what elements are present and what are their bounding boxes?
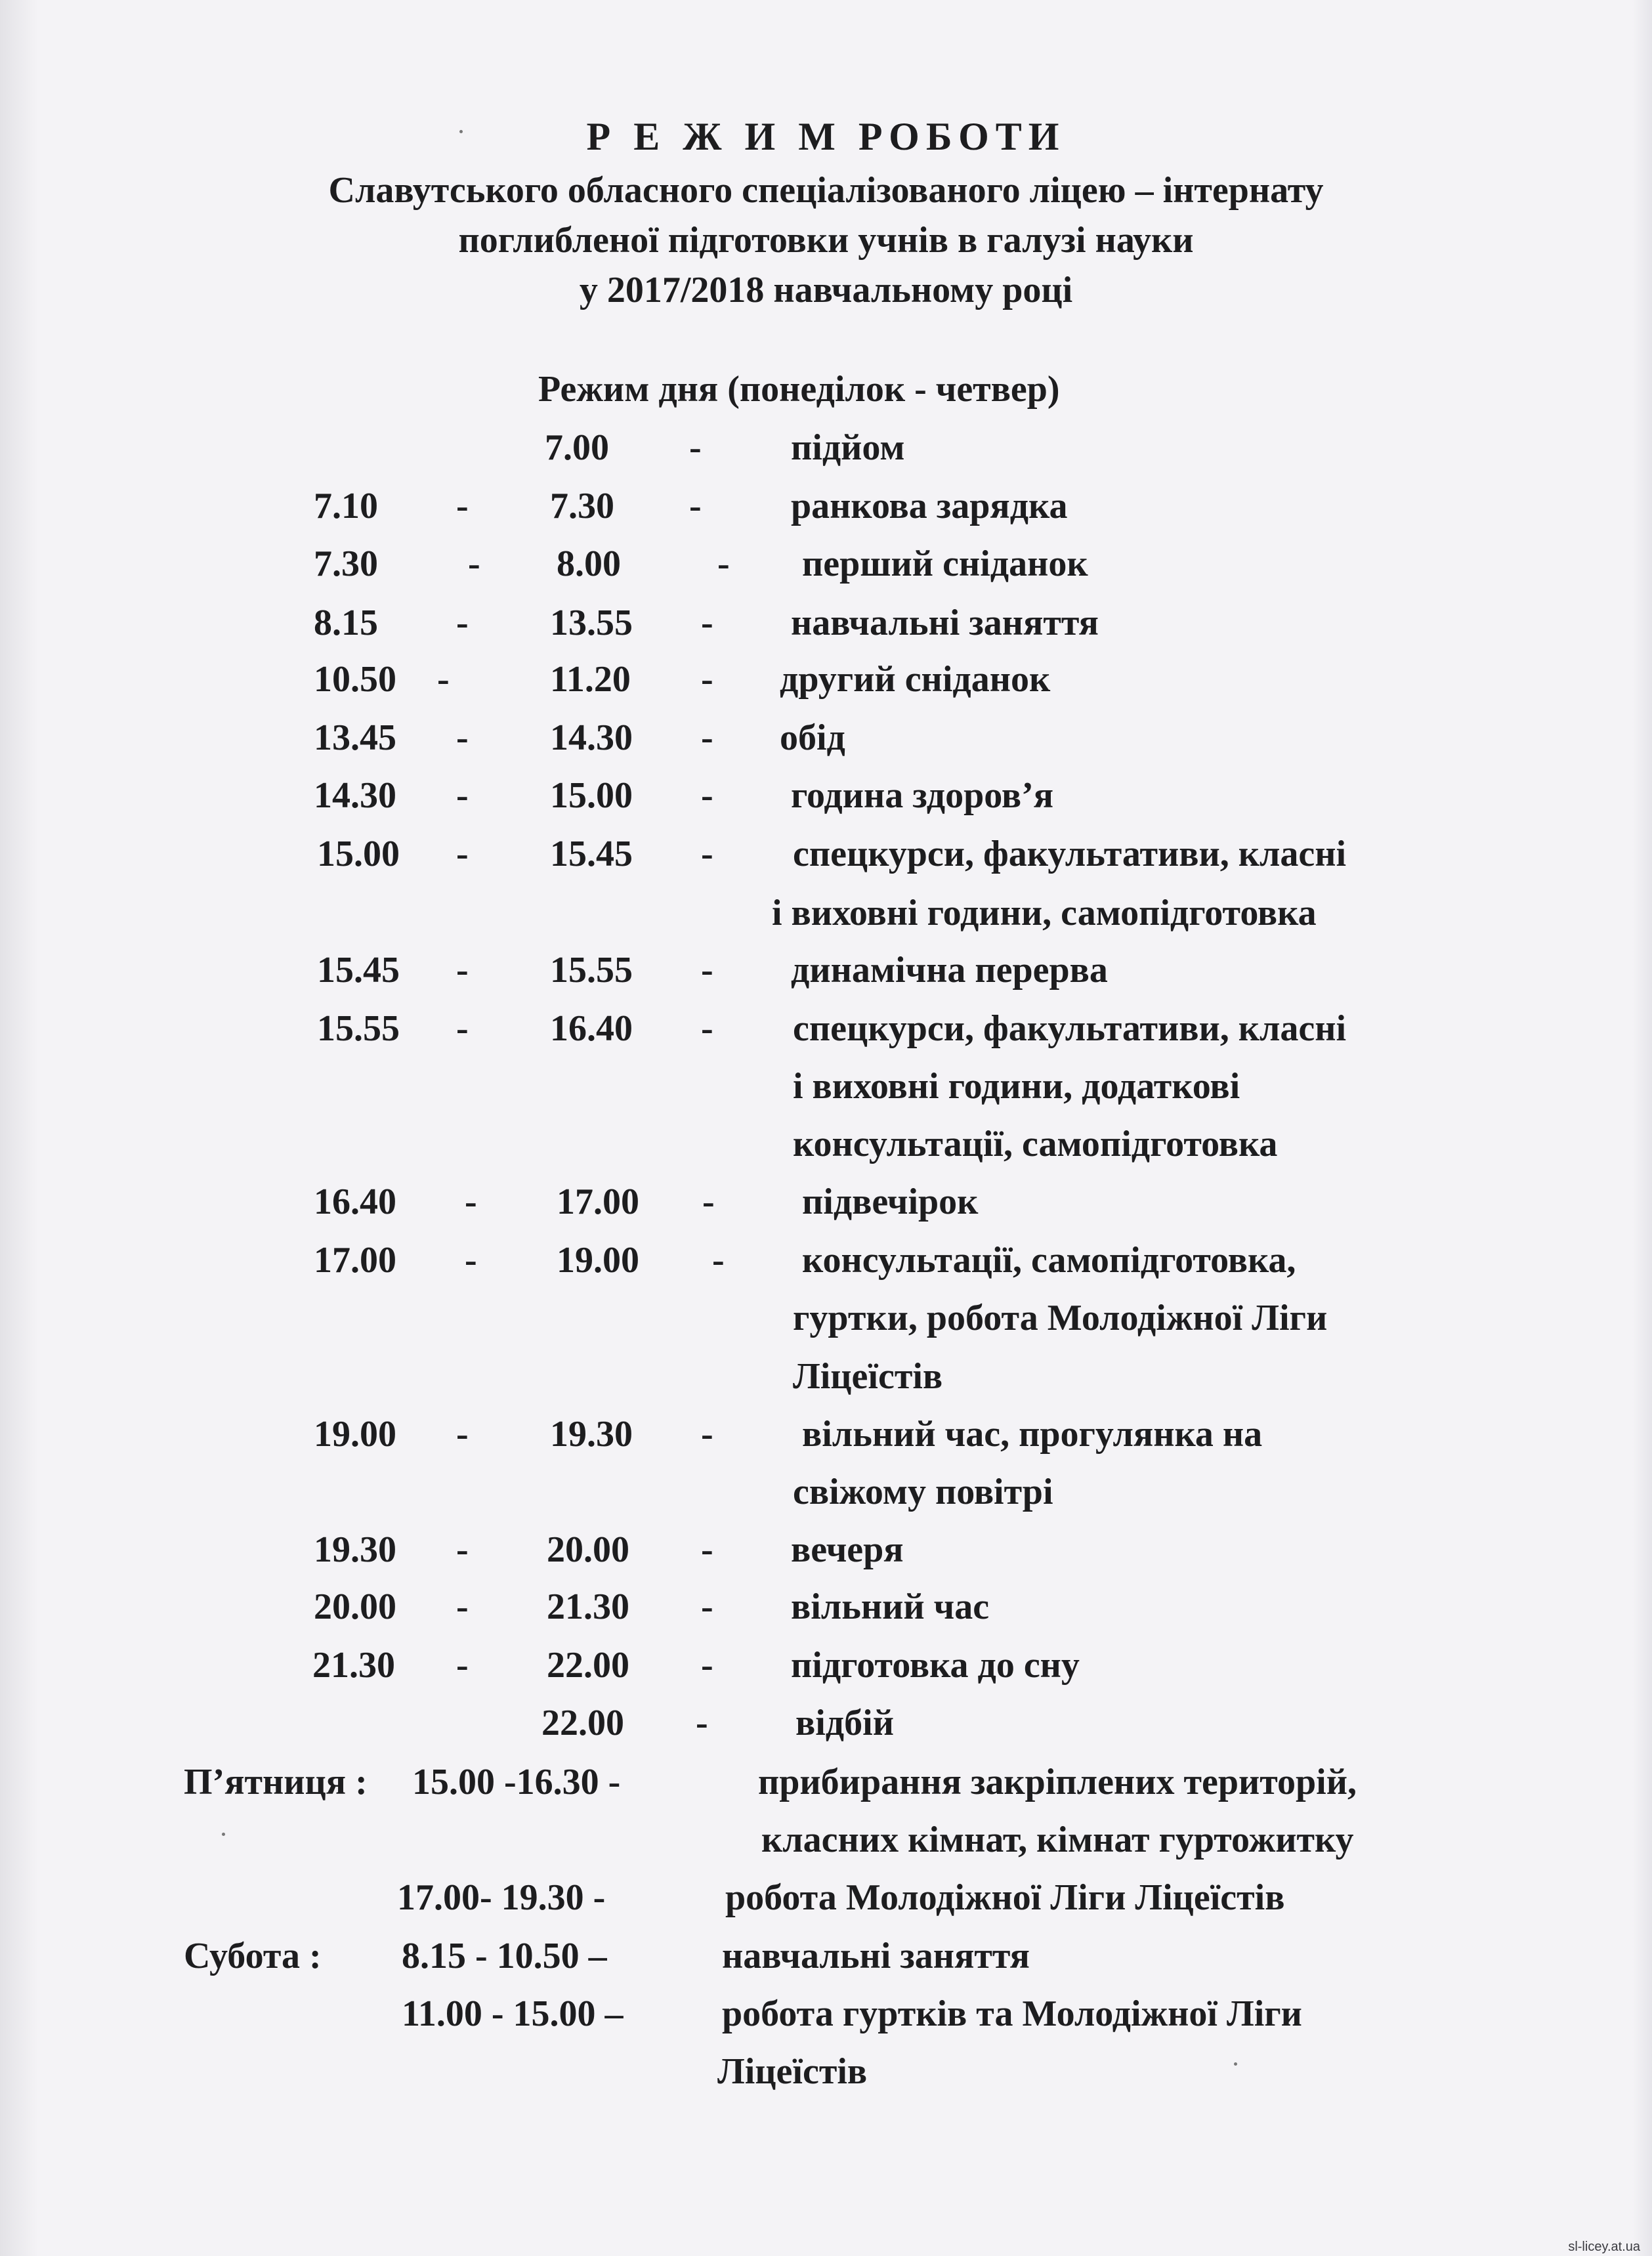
activity-continued: Ліцеїстів <box>793 1356 943 1397</box>
dash: - <box>701 1529 713 1570</box>
start-time: 7.10 <box>314 486 378 526</box>
dash: - <box>456 775 469 816</box>
dash: - <box>437 659 450 700</box>
saturday-activity-1: навчальні заняття <box>722 1936 1030 1976</box>
dash: - <box>701 603 713 643</box>
end-time: 19.00 <box>557 1240 639 1281</box>
dash: - <box>456 1529 469 1570</box>
scan-left-edge <box>0 0 38 2256</box>
end-time: 15.00 <box>550 775 633 816</box>
dash: - <box>701 834 713 874</box>
start-time: 15.45 <box>317 950 400 990</box>
schedule-subtitle: Режим дня (понеділок - четвер) <box>538 369 1060 410</box>
page-title: Р Е Ж И М РОБОТИ <box>586 115 1066 158</box>
dash: - <box>465 1181 477 1222</box>
end-time: 21.30 <box>547 1586 629 1627</box>
academic-year: у 2017/2018 навчальному році <box>579 270 1073 310</box>
scan-right-edge <box>1632 0 1652 2256</box>
friday-activity-1: прибирання закріплених територій, <box>758 1762 1357 1802</box>
end-time: 13.55 <box>550 603 633 643</box>
activity: підготовка до сну <box>791 1645 1080 1686</box>
friday-activity-1-continued: класних кімнат, кімнат гуртожитку <box>761 1820 1354 1860</box>
dash: - <box>701 1645 713 1686</box>
dash: - <box>456 950 469 990</box>
start-time: 17.00 <box>314 1240 396 1281</box>
friday-activity-2: робота Молодіжної Ліги Ліцеїстів <box>725 1877 1285 1918</box>
dash: - <box>712 1240 725 1281</box>
activity: обід <box>780 717 845 758</box>
dash: - <box>701 775 713 816</box>
end-time: 19.30 <box>550 1414 633 1455</box>
activity-continued: і виховні години, додаткові <box>793 1066 1240 1107</box>
friday-time-1: 15.00 -16.30 - <box>412 1762 621 1802</box>
end-time: 20.00 <box>547 1529 629 1570</box>
end-time: 11.20 <box>550 659 631 700</box>
activity: підвечірок <box>802 1181 979 1222</box>
dash: - <box>701 659 713 700</box>
site-watermark: sl-licey.at.ua <box>1568 2240 1640 2254</box>
start-time: 21.30 <box>312 1645 395 1686</box>
dash: - <box>456 717 469 758</box>
activity: спецкурси, факультативи, класні <box>793 834 1347 874</box>
activity: вільний час, прогулянка на <box>802 1414 1263 1455</box>
dash: - <box>701 1586 713 1627</box>
activity: навчальні заняття <box>791 603 1099 643</box>
dash: - <box>701 717 713 758</box>
saturday-label: Субота : <box>184 1936 322 1976</box>
start-time: 13.45 <box>314 717 396 758</box>
end-time: 7.30 <box>550 486 614 526</box>
saturday-time-2: 11.00 - 15.00 – <box>402 1993 624 2034</box>
activity: ранкова зарядка <box>791 486 1068 526</box>
dash: - <box>456 1414 469 1455</box>
end-time: 15.45 <box>550 834 633 874</box>
activity: вечеря <box>791 1529 904 1570</box>
activity: динамічна перерва <box>791 950 1108 990</box>
start-time: 14.30 <box>314 775 396 816</box>
dash: - <box>456 486 469 526</box>
end-time: 7.00 <box>545 427 609 468</box>
dash: - <box>701 950 713 990</box>
start-time: 20.00 <box>314 1586 396 1627</box>
start-time: 15.00 <box>317 834 400 874</box>
end-time: 22.00 <box>541 1703 624 1743</box>
dash: - <box>465 1240 477 1281</box>
start-time: 8.15 <box>314 603 378 643</box>
dash: - <box>689 486 702 526</box>
saturday-activity-2-continued: Ліцеїстів <box>717 2051 868 2092</box>
activity: вільний час <box>791 1586 990 1627</box>
activity-continued: і виховні години, самопідготовка <box>772 893 1317 933</box>
dash: - <box>696 1703 708 1743</box>
activity: година здоров’я <box>791 775 1054 816</box>
dash: - <box>456 1586 469 1627</box>
activity-continued: консультації, самопідготовка <box>793 1124 1278 1164</box>
activity: відбій <box>795 1703 894 1743</box>
institution-line-2: поглибленої підготовки учнів в галузі науки <box>458 220 1194 261</box>
activity: підйом <box>791 427 905 468</box>
friday-time-2: 17.00- 19.30 - <box>397 1877 606 1918</box>
dash: - <box>701 1414 713 1455</box>
scan-speck <box>459 130 463 133</box>
dash: - <box>468 543 480 584</box>
start-time: 16.40 <box>314 1181 396 1222</box>
dash: - <box>456 603 469 643</box>
saturday-activity-2: робота гуртків та Молодіжної Ліги <box>722 1993 1302 2034</box>
dash: - <box>702 1181 715 1222</box>
friday-label: П’ятниця : <box>184 1762 368 1802</box>
start-time: 7.30 <box>314 543 378 584</box>
start-time: 15.55 <box>317 1008 400 1049</box>
scan-speck <box>1234 2062 1237 2066</box>
activity: консультації, самопідготовка, <box>802 1240 1296 1281</box>
start-time: 19.30 <box>314 1529 396 1570</box>
start-time: 19.00 <box>314 1414 396 1455</box>
end-time: 22.00 <box>547 1645 629 1686</box>
end-time: 14.30 <box>550 717 633 758</box>
activity: другий сніданок <box>780 659 1051 700</box>
end-time: 16.40 <box>550 1008 633 1049</box>
institution-line-1: Славутського обласного спеціалізованого ліцею – інтернату <box>328 170 1324 211</box>
dash: - <box>717 543 730 584</box>
end-time: 15.55 <box>550 950 633 990</box>
end-time: 17.00 <box>557 1181 639 1222</box>
activity: спецкурси, факультативи, класні <box>793 1008 1347 1049</box>
dash: - <box>701 1008 713 1049</box>
scan-speck <box>222 1833 225 1836</box>
end-time: 8.00 <box>557 543 621 584</box>
activity-continued: свіжому повітрі <box>793 1472 1053 1512</box>
dash: - <box>456 1645 469 1686</box>
dash: - <box>456 834 469 874</box>
activity-continued: гуртки, робота Молодіжної Ліги <box>793 1298 1328 1338</box>
dash: - <box>689 427 702 468</box>
saturday-time-1: 8.15 - 10.50 – <box>402 1936 607 1976</box>
activity: перший сніданок <box>802 543 1088 584</box>
dash: - <box>456 1008 469 1049</box>
start-time: 10.50 <box>314 659 396 700</box>
